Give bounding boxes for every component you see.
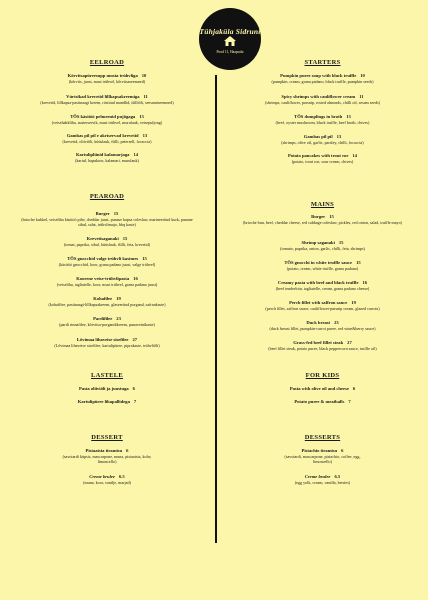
menu-item xyxy=(0,133,214,144)
item-name: TÕS käsitöö pelmeenid pujõgaga xyxy=(70,114,136,119)
item-price: 13 xyxy=(336,134,342,139)
item-price: 13 xyxy=(139,114,144,119)
item-name: Grass-fed beef fillet steak xyxy=(293,340,344,345)
menu-item xyxy=(217,386,428,392)
section-title-desserts: DESSERTS xyxy=(304,434,341,441)
item-price: 13 xyxy=(346,114,351,119)
item-name: Gambas pil pil e akriservad krevetid xyxy=(66,133,139,138)
item-price: 19 xyxy=(351,300,356,305)
item-price: 16 xyxy=(362,280,368,285)
item-description: (muna, koor, vanilje, marjad) xyxy=(83,480,131,485)
item-price: 10 xyxy=(141,73,147,78)
menu-item xyxy=(217,320,428,331)
item-description: (krevetid, oliiviõli, küüslauk, tšilli, petersell, focaccia) xyxy=(62,139,152,144)
item-name: Pistaatsia tiramisu xyxy=(85,448,123,453)
logo-subtitle: Pood 11, Haapsalu xyxy=(216,50,244,55)
item-description: (pumpkin, cream, grana padano, black truffle, pumpkin seeds) xyxy=(271,79,374,84)
item-price: 15 xyxy=(356,260,361,265)
item-description: (shrimps, olive oil, garlic, parsley, chilli, focaccia) xyxy=(281,140,364,145)
item-name: Pardifilee xyxy=(93,316,113,321)
item-description: (perch fillet, saffron sauce, cauliflower-parsnip cream, glazed carrots) xyxy=(265,306,380,311)
item-name: Krevetisaganaki xyxy=(86,236,119,241)
item-price: 27 xyxy=(132,337,138,342)
section-title-mains: MAINS xyxy=(310,201,335,208)
menu-item xyxy=(217,134,428,145)
item-name: Potato puree & meatballs xyxy=(294,399,345,404)
item-price: 13 xyxy=(142,133,148,138)
menu-item xyxy=(217,214,428,225)
section-title-pearoad: PEAROAD xyxy=(89,193,125,200)
item-name: TÕS gnocchid valge trühvli kastmes xyxy=(67,256,139,261)
item-description: (shrimps, cauliflower, parsnip, rosted almonds, chilli oil, sesam seeds) xyxy=(264,100,380,105)
item-description: (kõrvits, juust, must trühvel, kõrvitsaseemned) xyxy=(68,79,146,84)
item-description: (veiseliha, tagliatelle, koor, must trühvel, grana padano juust) xyxy=(56,282,158,287)
item-price: 15 xyxy=(142,256,147,261)
house-icon xyxy=(223,35,237,47)
item-description: (veisehakkliha, austerservik, must trühvel, murulauk, veisepuljong) xyxy=(51,120,163,125)
item-price: 15 xyxy=(329,214,334,219)
item-price: 6.5 xyxy=(118,474,125,479)
item-description: (beef tenderloin, tagliatelle, cream, grana padano cheese) xyxy=(275,286,370,291)
section-title-forkids: FOR KIDS xyxy=(305,372,340,379)
menu-item xyxy=(217,300,428,311)
section-title-dessert: DESSERT xyxy=(91,434,123,441)
item-name: Pumpkin puree soup with black truffle xyxy=(280,73,357,78)
item-price: 10 xyxy=(360,73,365,78)
menu-item xyxy=(0,337,214,348)
menu-item xyxy=(217,240,428,251)
item-description: (brioche kukkel, veiseliha käsitöö pihv, cheddar juust, punase kapsa coleslaw, marineeritud kurk, punane sibul, salat, trühvlimajo, bbq kaste) xyxy=(21,217,193,228)
item-price: 15 xyxy=(122,236,128,241)
item-description: (beef, oyster mushroom, black truffle, beef broth, chives) xyxy=(275,120,370,125)
menu-item xyxy=(217,474,428,485)
item-name: Potato pancakes with trout roe xyxy=(288,153,349,158)
item-description: (tomato, paprika, onion, garlic, chilli, feta, shrimps) xyxy=(280,246,365,251)
item-name: Lõvimaa lihaveise sisefilee xyxy=(76,337,129,342)
item-name: Vürtsikad krevetid lillkapsakreemiga xyxy=(66,94,140,99)
item-name: Perch fillet with saffron sauce xyxy=(289,300,348,305)
item-name: Gambas pil pil xyxy=(303,134,333,139)
item-description: (egg yolk, cream, vanilla, berries) xyxy=(294,480,351,485)
item-description: (Lõvimaa lihaveise sisefilee, kartulipüree, piprakaste, trühvliõli) xyxy=(54,343,160,348)
menu-item xyxy=(217,448,428,464)
section-title-eelroad: EELROAD xyxy=(89,59,125,66)
menu-item xyxy=(217,94,428,105)
item-name: Duck breast xyxy=(306,320,331,325)
item-name: Burger xyxy=(311,214,326,219)
section-title-lastele: LASTELE xyxy=(90,372,124,379)
menu-item xyxy=(217,73,428,84)
item-price: 6 xyxy=(341,448,344,453)
item-price: 6 xyxy=(126,448,129,453)
item-description: (savoiardi küpsis, mascarpone, muna, pistaatsia, kohv, limoncello) xyxy=(62,454,152,465)
menu-item xyxy=(0,276,214,287)
item-description: (savoiardi, mascarpone, pistachio, coffee, egg, limoncello) xyxy=(284,454,361,465)
item-name: Burger xyxy=(95,211,110,216)
logo-name: Tühjaküla Sidruni xyxy=(199,26,261,36)
item-price: 6 xyxy=(132,386,135,391)
item-name: Pistachio tiramisu xyxy=(301,448,338,453)
item-price: 6.5 xyxy=(334,474,341,479)
item-description: (käsitöö gnocchid, koor, grana padano juust, valge trühvel) xyxy=(58,262,156,267)
item-price: 23 xyxy=(334,320,339,325)
menu-item xyxy=(0,114,214,125)
item-price: 11 xyxy=(143,94,148,99)
menu-item xyxy=(0,399,214,405)
item-name: Kartulipliinid kalamarjaga xyxy=(75,152,130,157)
item-description: (duck breast fillet, pumpkin-carrot puree, red wine&berry sauce) xyxy=(269,326,376,331)
menu-item xyxy=(217,340,428,351)
item-name: Pasta oliiviõli ja juustuga xyxy=(79,386,129,391)
item-name: Kõrvitsapüreesupp musta trühvliga xyxy=(67,73,138,78)
item-description: (pardi rinnafilee, kõrvitsa-porgandikreem, punaveinikaste) xyxy=(59,322,155,327)
item-price: 14 xyxy=(133,152,139,157)
item-description: (potato, cream, white truffle, grana padano) xyxy=(286,266,359,271)
menu-item xyxy=(0,386,214,392)
item-price: 27 xyxy=(347,340,352,345)
item-description: (krevetid, lillkapsa-pastinaagi kreem, röstitud mandlid, tšilliõli, seesamiseemned) xyxy=(40,100,174,105)
section-title-starters: STARTERS xyxy=(304,59,341,66)
menu-item xyxy=(217,153,428,164)
item-name: Shrimp saganaki xyxy=(301,240,335,245)
item-name: Kartulipüree lihapallidega xyxy=(77,399,130,404)
menu-item xyxy=(0,152,214,163)
item-name: Koorene veise-trühvlipasta xyxy=(76,276,130,281)
menu-item xyxy=(0,236,214,247)
item-name: Creme brulee xyxy=(304,474,331,479)
item-price: 7 xyxy=(348,399,351,404)
menu-item xyxy=(0,474,214,485)
menu-item xyxy=(0,296,214,307)
item-description: (kartul, hapukoor, kalamari, murulauk) xyxy=(75,158,139,163)
item-name: Creamy pasta with beef and black truffle xyxy=(277,280,359,285)
item-name: TÕS dumplings in broth xyxy=(294,114,343,119)
menu-item xyxy=(0,94,214,105)
menu-item xyxy=(0,211,214,227)
item-description: (kohafilee, pastinaagi-lillkapsakreem, glaseeritud porgand, safrankaste) xyxy=(48,302,166,307)
menu-item xyxy=(0,73,214,84)
item-price: 6 xyxy=(352,386,356,391)
menu-item xyxy=(217,280,428,291)
item-price: 15 xyxy=(113,211,119,216)
item-price: 14 xyxy=(352,153,357,158)
item-price: 7 xyxy=(133,399,137,404)
item-price: 15 xyxy=(338,240,344,245)
item-description: (tomat, paprika, sibul, küüslauk, tšilli, feta, krevetid) xyxy=(63,242,151,247)
item-price: 19 xyxy=(116,296,121,301)
item-name: Kohafilee xyxy=(93,296,113,301)
item-name: Creme brulee xyxy=(89,474,115,479)
menu-item xyxy=(0,256,214,267)
item-name: TÕS gnocchi in white truffle sauce xyxy=(284,260,353,265)
item-description: (brioche bun, beef, cheddar cheese, red cabbage coleslaw, pickles, red onion, salad, truffle mayo) xyxy=(242,220,403,225)
item-name: Spicy shrimps with cauliflower cream xyxy=(281,94,356,99)
menu-item xyxy=(0,316,214,327)
menu-item xyxy=(217,114,428,125)
item-description: (beef fillet steak, potato puree, black peppercorn sauce, truffle oil) xyxy=(268,346,377,351)
item-price: 23 xyxy=(116,316,121,321)
item-price: 16 xyxy=(133,276,138,281)
menu-item xyxy=(0,448,214,464)
menu-item xyxy=(217,260,428,271)
item-description: (potato, trout roe, sour cream, chives) xyxy=(291,159,354,164)
menu-item xyxy=(217,399,428,405)
item-name: Pasta with olive oil and cheese xyxy=(289,386,349,391)
item-price: 11 xyxy=(359,94,364,99)
